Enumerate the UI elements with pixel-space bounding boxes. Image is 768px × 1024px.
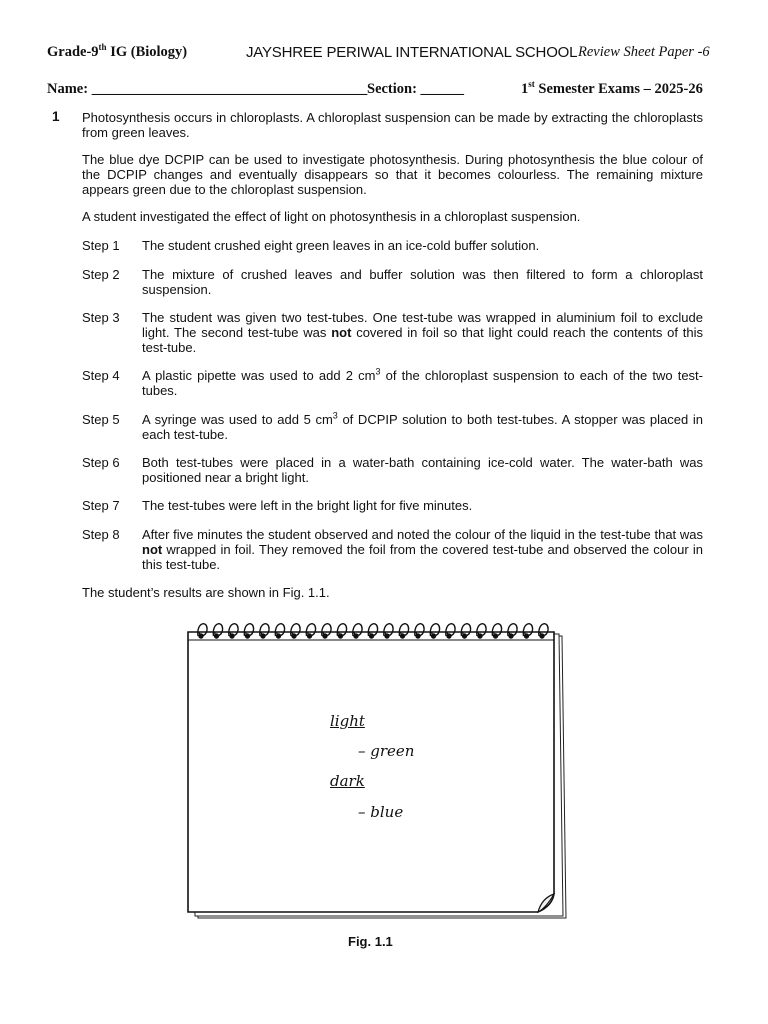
spiral-hole [323,634,327,638]
step-text-bold: not [142,542,163,557]
semester-num: 1 [521,81,529,97]
step-text-part: of the chloroplast suspension to each of the two test-tubes. [142,368,703,398]
step-label: Step 4 [82,368,120,383]
step-text-part: covered in foil so that light could reach the contents of this test-tube. [142,325,703,355]
name-field: Name: ______________________________________ [47,81,368,97]
spiral-hole [509,634,513,638]
spiral-hole [354,634,358,638]
step-text: Both test-tubes were placed in a water-bath containing ice-cold water. The water-bath was positioned near a bright light. [142,455,703,485]
spiral-hole [385,634,389,638]
paper-title: Review Sheet Paper -6 [578,44,710,60]
note-dark-result: – blue [358,803,404,821]
step-text: The mixture of crushed leaves and buffer solution was then filtered to form a chloroplast suspension. [142,267,703,297]
step-text [142,368,703,398]
question-para-3: A student investigated the effect of light on photosynthesis in a chloroplast suspension. [82,209,581,224]
step-label: Step 7 [82,498,120,513]
spiral-hole [292,634,296,638]
step-text-part: A syringe was used to add 5 cm [142,412,333,427]
step-text-bold: not [331,325,352,340]
step-text-part: The student was given two test-tubes. One test-tube was wrapped in aluminium foil to exclude light. The second test-tube was [142,310,703,340]
note-dark-label: dark [330,772,365,790]
step-text-part: of DCPIP solution to both test-tubes. A stopper was placed in each test-tube. [142,412,704,442]
step-label: Step 3 [82,310,120,325]
grade-sup: th [98,42,107,53]
spiral-hole [447,634,451,638]
spiral-hole [339,634,343,638]
spiral-hole [308,634,312,638]
spiral-hole [432,634,436,638]
spiral-hole [261,634,265,638]
notepad-drawing [186,620,570,930]
step-label: Step 1 [82,238,120,253]
step-label: Step 6 [82,455,120,470]
grade-subject [47,44,187,61]
question-para-2: The blue dye DCPIP can be used to investigate photosynthesis. During photosynthesis the blue colour of the DCPIP changes and eventually disappears so that it becomes colourless. The remaining mixture appears green due to the chloroplast suspension. [82,152,703,197]
step-label: Step 5 [82,412,120,427]
step-text-sup: 3 [332,410,338,421]
step-label: Step 2 [82,267,120,282]
semester-text: Semester Exams – 2025-26 [538,81,703,97]
step-text [142,412,703,442]
spiral-hole [230,634,234,638]
step-text-part: A plastic pipette was used to add 2 cm [142,368,376,383]
grade-label: Grade-9 [47,44,99,60]
spiral-hole [478,634,482,638]
step-text: The student crushed eight green leaves in an ice-cold buffer solution. [142,238,540,253]
spiral-hole [494,634,498,638]
subject-label: IG (Biology) [110,44,188,60]
spiral-hole [370,634,374,638]
spiral-hole [416,634,420,638]
spiral-hole [199,634,203,638]
semester-sup: st [528,79,535,90]
step-text-part: After five minutes the student observed and noted the colour of the liquid in the test-tube that was [142,527,703,542]
spiral-hole [401,634,405,638]
notepad-illustration [186,620,570,930]
spiral-hole [215,634,219,638]
step-text [142,310,703,355]
semester-label [521,81,703,98]
spiral-hole [540,634,544,638]
spiral-hole [246,634,250,638]
spiral-hole [463,634,467,638]
step-text-part: wrapped in foil. They removed the foil from the covered test-tube and observed the colour in this test-tube. [142,542,703,572]
figure-caption: Fig. 1.1 [348,934,393,949]
step-text: The test-tubes were left in the bright light for five minutes. [142,498,473,513]
note-light-result: – green [358,742,415,760]
step-label: Step 8 [82,527,120,542]
spiral-hole [525,634,529,638]
note-light-label: light [330,712,365,730]
section-field: Section: ______ [367,81,465,97]
results-intro: The student’s results are shown in Fig. 1.1. [82,585,330,600]
step-text [142,527,703,572]
question-number: 1 [52,109,60,124]
question-para-1: Photosynthesis occurs in chloroplasts. A chloroplast suspension can be made by extracting the chloroplasts from green leaves. [82,110,703,140]
school-name: JAYSHREE PERIWAL INTERNATIONAL SCHOOL [246,44,578,61]
step-text-sup: 3 [375,366,381,377]
spiral-hole [277,634,281,638]
